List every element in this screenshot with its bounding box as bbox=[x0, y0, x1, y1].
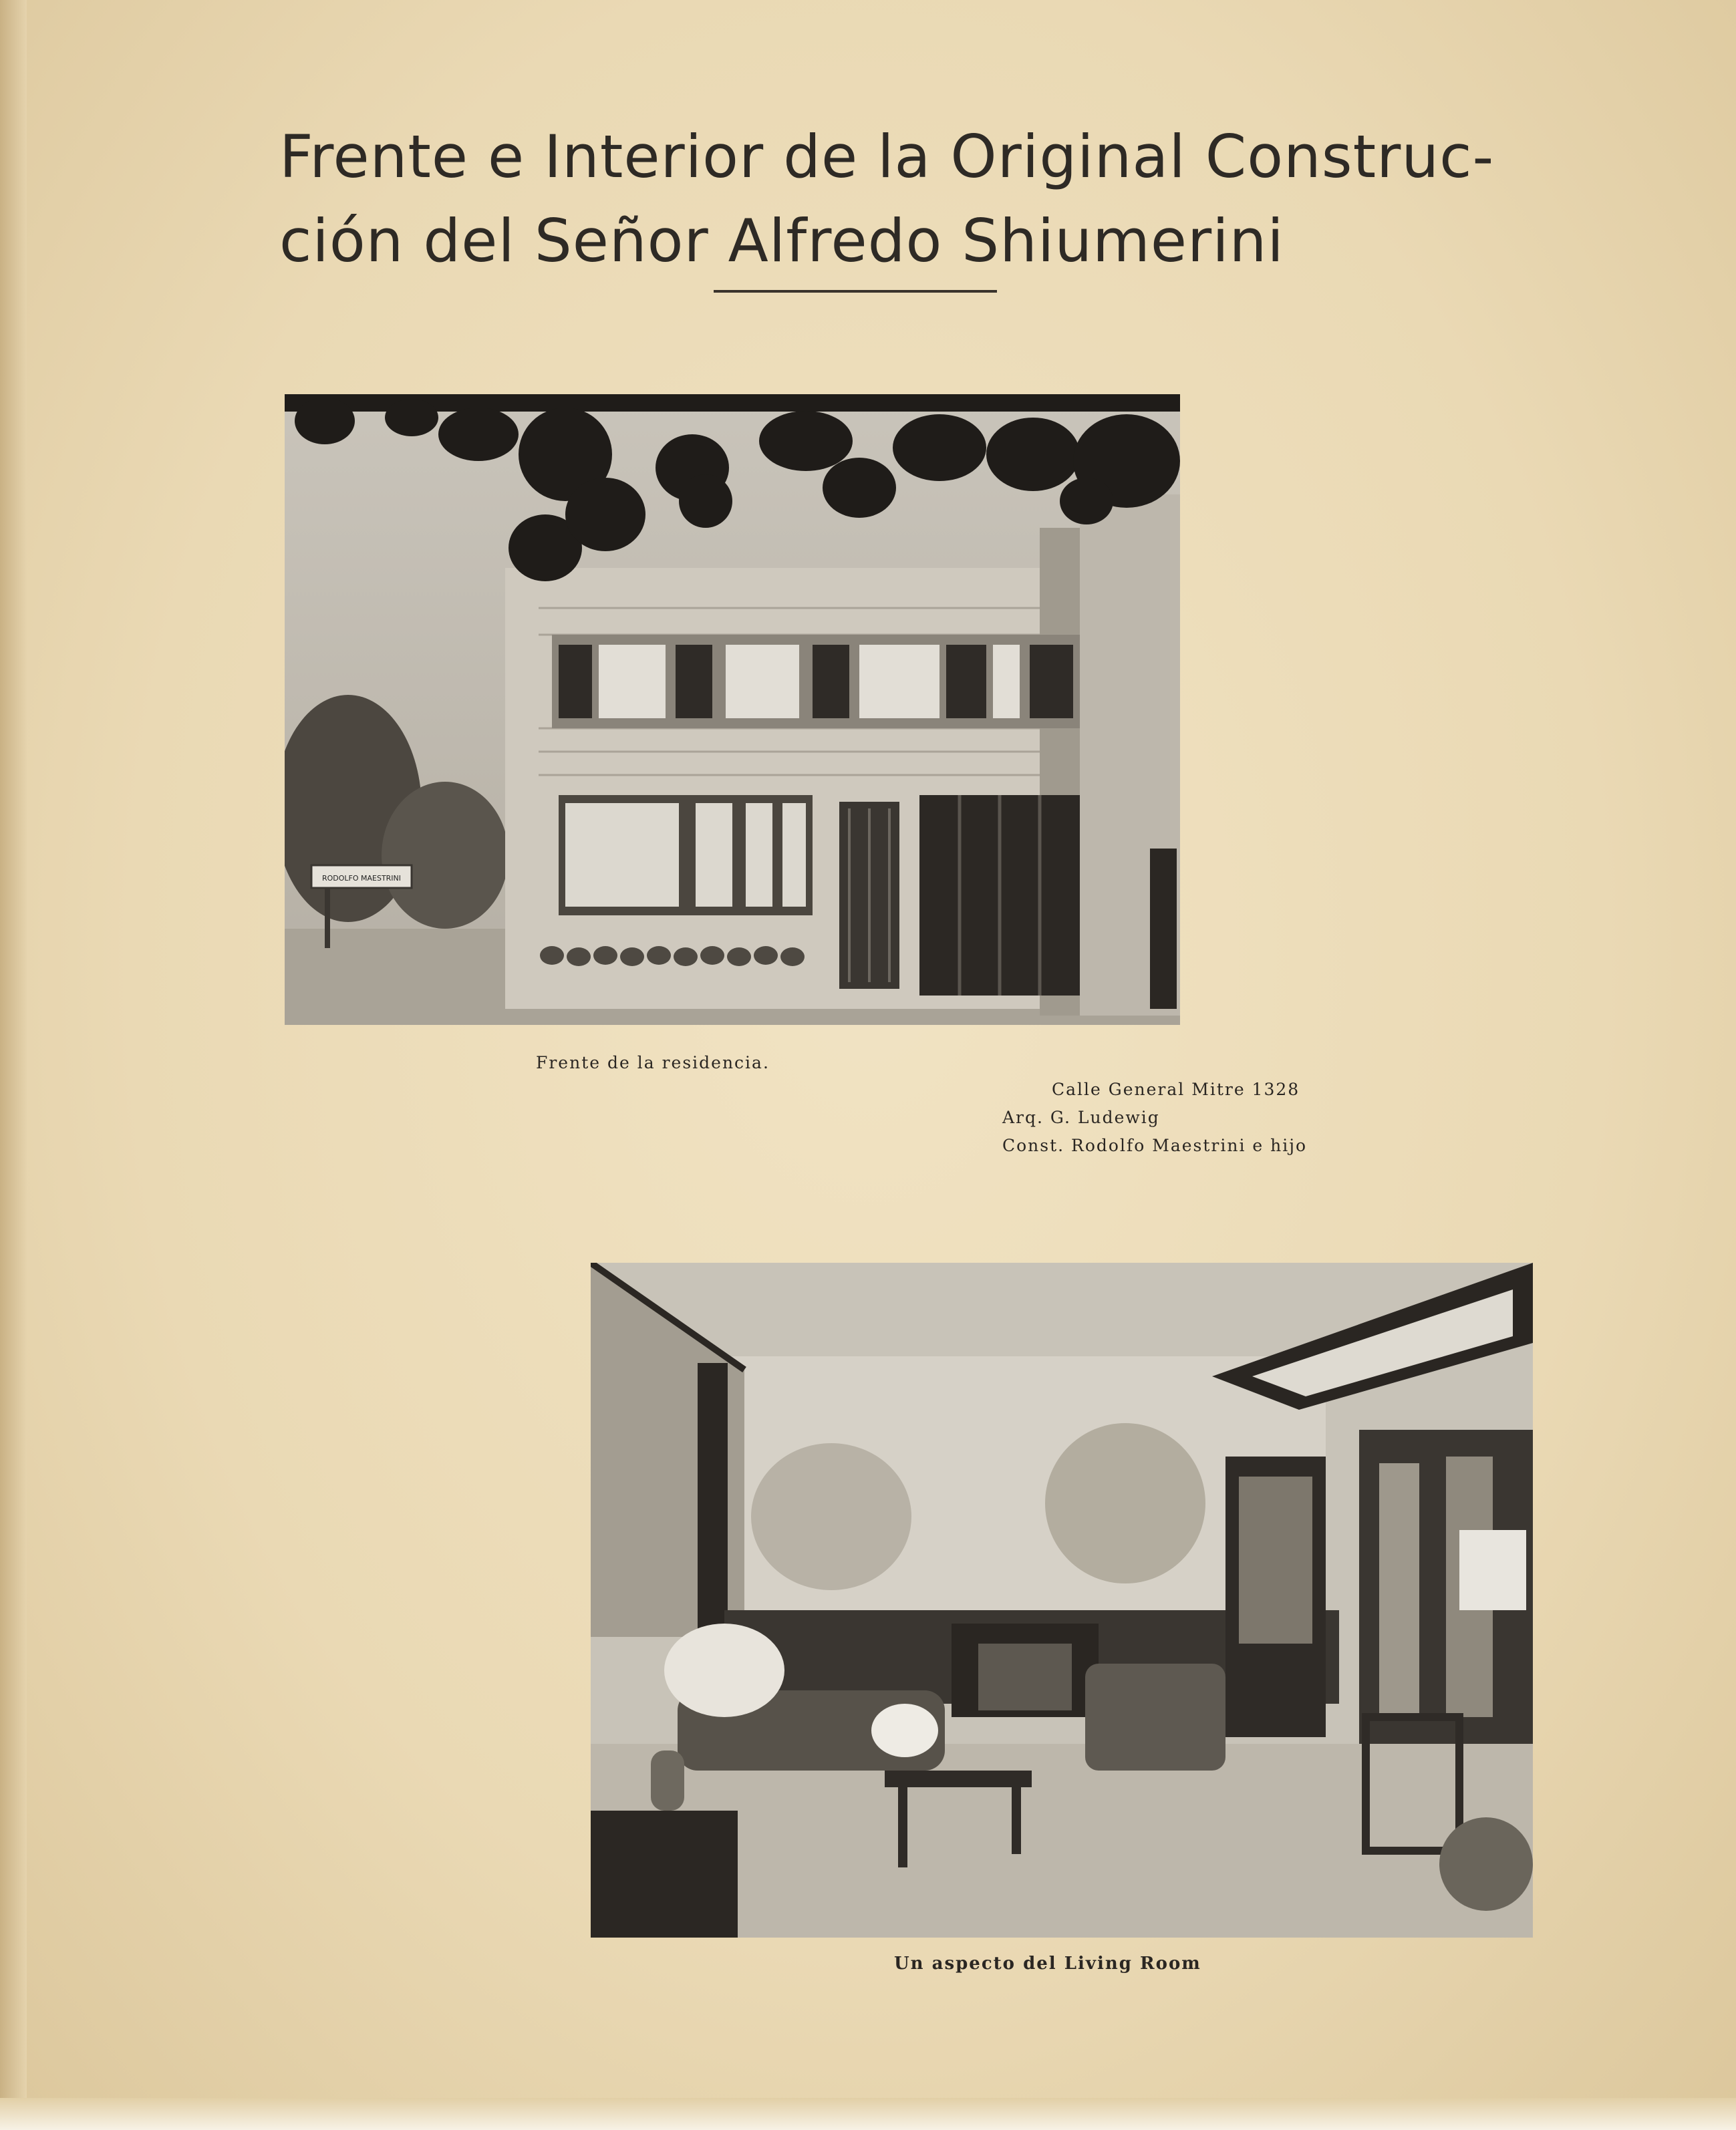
builder-line: Const. Rodolfo Maestrini e hijo bbox=[1002, 1136, 1308, 1155]
title-line-1: Frente e Interior de la Original Construc- bbox=[279, 122, 1495, 191]
construction-credits bbox=[1002, 1076, 1307, 1160]
front-photo-illustration bbox=[285, 394, 1180, 1025]
page-title bbox=[279, 115, 1549, 283]
address-line: Calle General Mitre 1328 bbox=[1052, 1080, 1300, 1099]
living-room-caption: Un aspecto del Living Room bbox=[894, 1954, 1201, 1974]
front-photo-caption: Frente de la residencia. bbox=[536, 1053, 770, 1072]
page-binding-edge bbox=[0, 0, 27, 2130]
builder-sign-text: RODOLFO MAESTRINI bbox=[321, 874, 402, 883]
page-bottom-edge bbox=[0, 2098, 1736, 2130]
title-line-2: ción del Señor Alfredo Shiumerini bbox=[279, 206, 1284, 275]
title-underline-rule bbox=[714, 290, 997, 293]
living-room-photo bbox=[591, 1263, 1533, 1938]
living-room-illustration bbox=[591, 1263, 1533, 1938]
front-residence-photo bbox=[285, 394, 1180, 1025]
architect-line: Arq. G. Ludewig bbox=[1002, 1108, 1160, 1127]
